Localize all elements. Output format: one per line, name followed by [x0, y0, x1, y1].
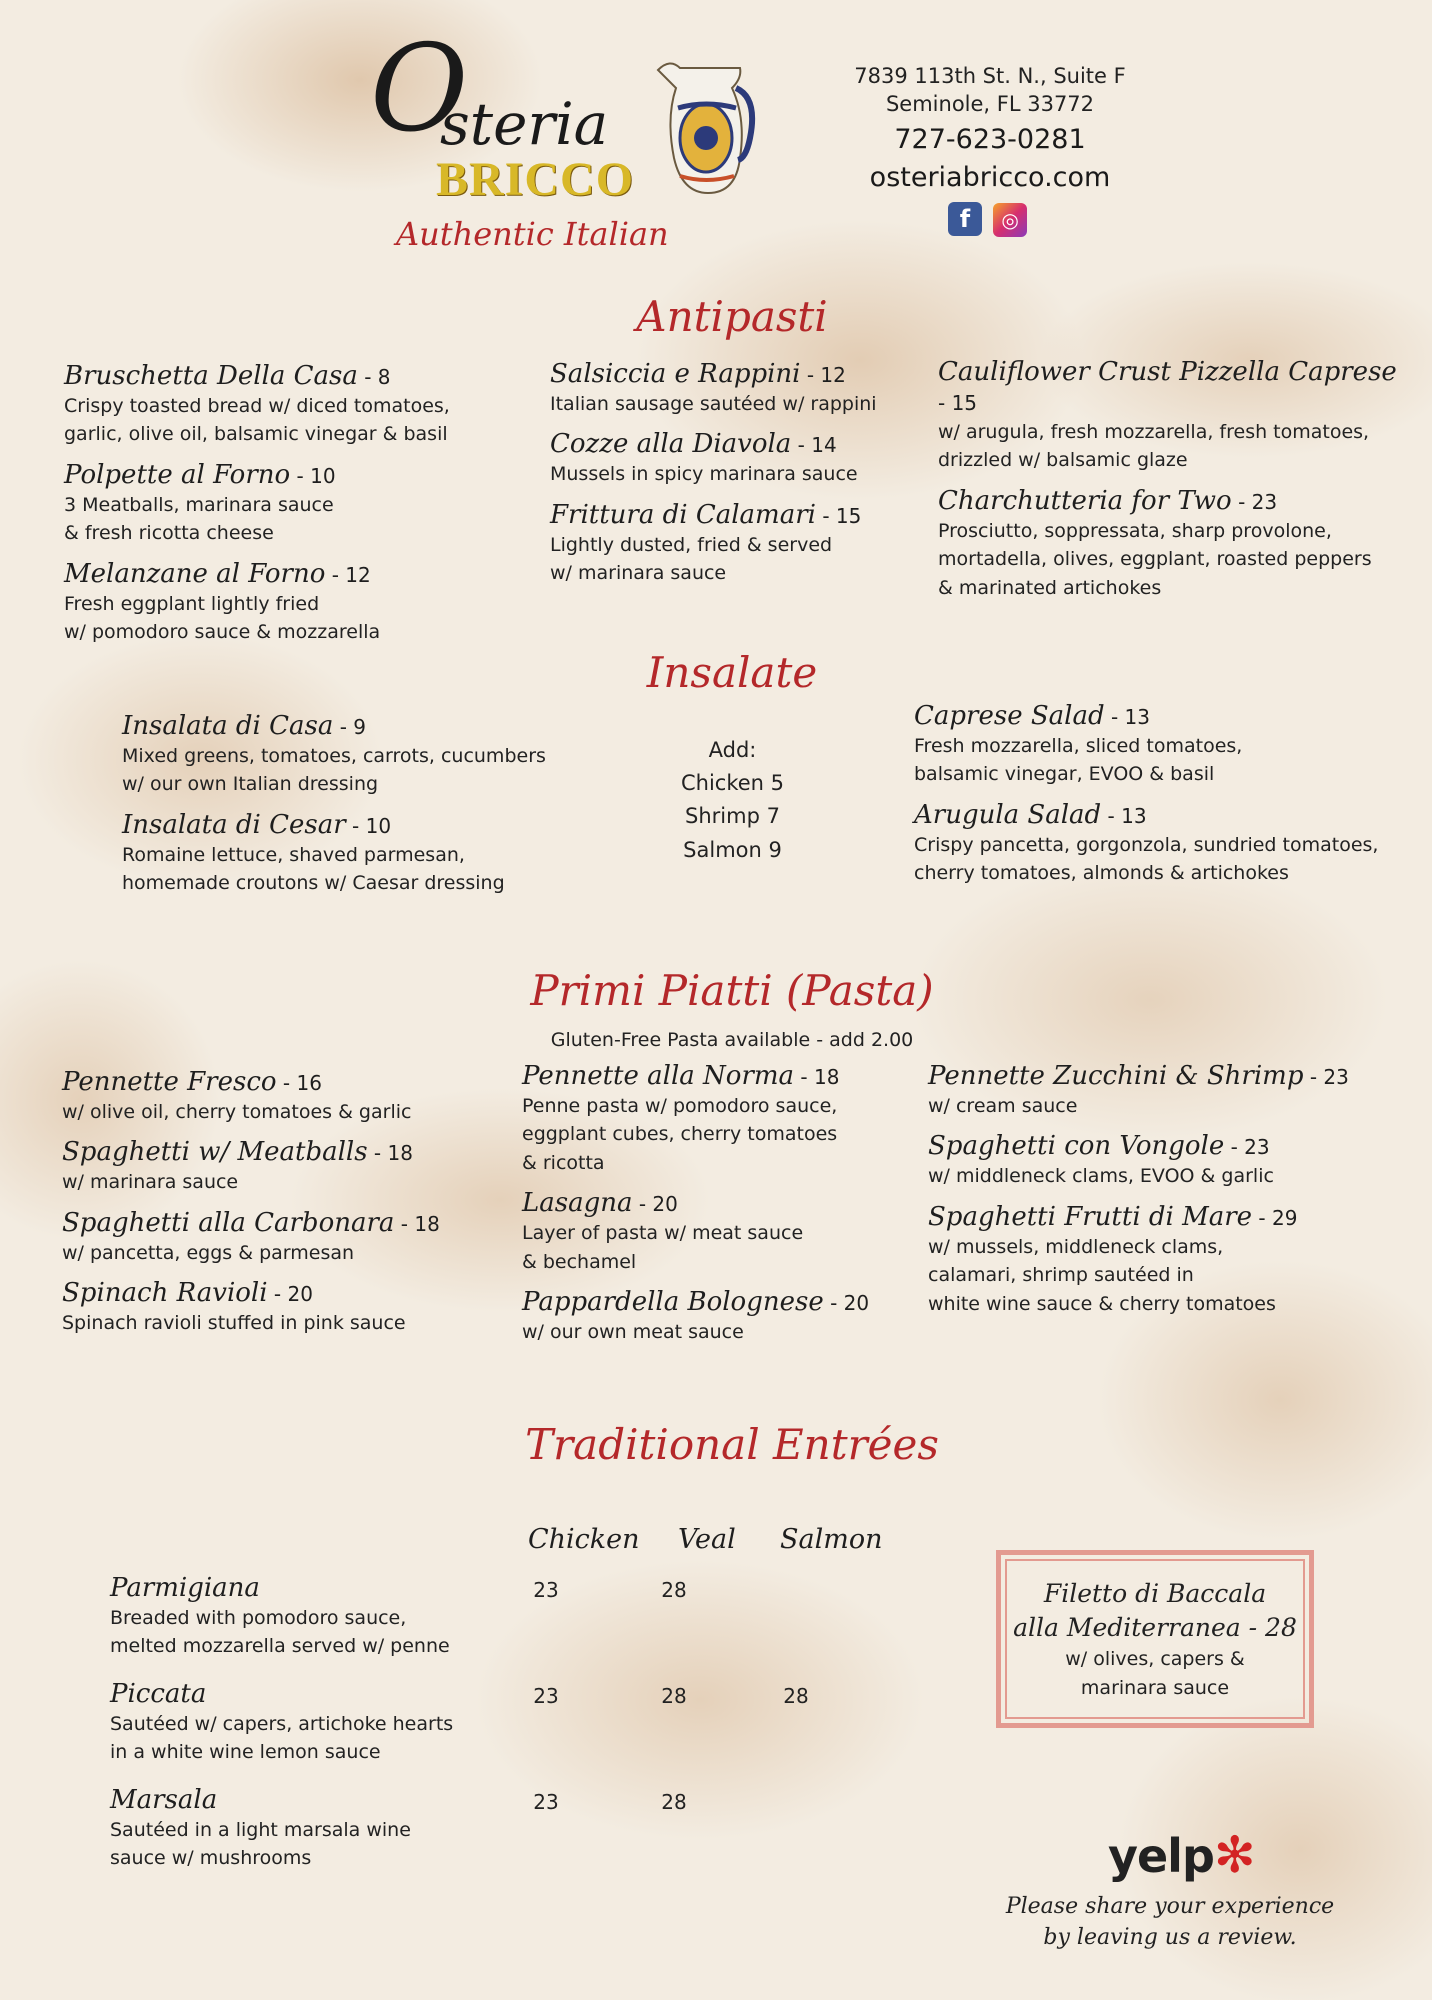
website-link[interactable]: osteriabricco.com [869, 162, 1111, 193]
menu-item-desc: w/ marinara sauce [550, 562, 727, 585]
entree-name: Parmigiana [110, 1573, 260, 1603]
yelp-burst-icon: ✻ [1213, 1826, 1256, 1884]
menu-item-title: Pennette Zucchini & Shrimp [928, 1061, 1304, 1091]
menu-item-name [64, 461, 504, 491]
menu-item-price: - 12 [325, 562, 371, 587]
menu-item [62, 1138, 502, 1196]
menu-item-price: - 18 [367, 1141, 413, 1166]
menu-item-name [550, 430, 910, 460]
menu-item [550, 430, 910, 488]
entree-desc: Sautéed w/ capers, artichoke hearts [110, 1712, 454, 1735]
header-salmon: Salmon [780, 1524, 883, 1555]
social-links [948, 202, 1068, 237]
menu-item-name [62, 1209, 502, 1239]
primi-col-3 [928, 1062, 1368, 1330]
menu-item-title: Bruschetta Della Casa [64, 361, 358, 391]
menu-item-name [550, 360, 910, 390]
menu-item-desc: Fresh eggplant lightly fried [64, 592, 320, 615]
menu-item [938, 358, 1408, 475]
menu-item-title: Arugula Salad [914, 799, 1102, 830]
menu-item-name [62, 1279, 502, 1309]
add-label: Add: [708, 738, 757, 762]
primi-col-2 [522, 1062, 922, 1359]
address-line1: 7839 113th St. N., Suite F [854, 64, 1126, 88]
menu-item-name [522, 1189, 922, 1219]
menu-item [122, 811, 562, 898]
menu-item [938, 487, 1408, 602]
special-name-line2: alla Mediterranea - 28 [1013, 1612, 1297, 1642]
menu-item-desc: balsamic vinegar, EVOO & basil [914, 763, 1215, 786]
menu-item-title: Spaghetti w/ Meatballs [62, 1137, 368, 1168]
insalate-title: Insalate [646, 648, 818, 697]
menu-item-price: - 9 [333, 715, 367, 739]
gluten-free-note: Gluten-Free Pasta available - add 2.00 [550, 1029, 914, 1051]
menu-item-title: Lasagna [522, 1188, 633, 1219]
menu-item-desc: w/ mussels, middleneck clams, [928, 1235, 1224, 1258]
entree-price: 28 [661, 1790, 687, 1814]
menu-item-title: Frittura di Calamari [550, 499, 816, 530]
menu-item-title: Cozze alla Diavola [550, 429, 792, 460]
menu-item-desc: Lightly dusted, fried & served [550, 533, 833, 556]
menu-item-desc: w/ pancetta, eggs & parmesan [62, 1241, 355, 1264]
antipasti-title: Antipasti [636, 292, 828, 341]
entree-desc: Sautéed in a light marsala wine [110, 1818, 411, 1841]
menu-item-title: Pappardella Bolognese [522, 1287, 824, 1318]
menu-item-title: Insalata di Cesar [122, 809, 346, 840]
menu-item-desc: Layer of pasta w/ meat sauce [522, 1222, 804, 1245]
menu-item-desc: w/ marinara sauce [62, 1171, 239, 1194]
menu-item-title: Melanzane al Forno [64, 558, 326, 589]
entree-price: 23 [533, 1684, 559, 1708]
entree-price: 23 [533, 1790, 559, 1814]
antipasti-col-2 [550, 360, 910, 600]
menu-item-title: Spaghetti con Vongole [928, 1131, 1225, 1162]
menu-item-price: - 12 [800, 363, 846, 387]
menu-item-desc: w/ middleneck clams, EVOO & garlic [928, 1165, 1274, 1188]
logo-bricco: BRICCO [436, 153, 635, 206]
menu-item-name [928, 1062, 1368, 1092]
menu-item-title: Salsiccia e Rappini [550, 359, 801, 389]
menu-item-title: Polpette al Forno [64, 459, 291, 490]
menu-item-desc: & marinated artichokes [938, 576, 1162, 599]
menu-item-desc: w/ arugula, fresh mozzarella, fresh tomatoes, [938, 420, 1370, 443]
primi-col-1 [62, 1068, 502, 1350]
menu-item-desc: mortadella, olives, eggplant, roasted peppers [938, 548, 1372, 571]
review-message [990, 1892, 1350, 1954]
menu-item-name [122, 811, 562, 841]
review-line2: by leaving us a review. [1043, 1924, 1297, 1950]
menu-item-title: Insalata di Casa [122, 711, 334, 741]
logo-osteria: steria [440, 90, 609, 158]
insalate-col-3 [914, 702, 1394, 900]
menu-item-title: Caprese Salad [914, 701, 1105, 731]
menu-item-title: Spinach Ravioli [62, 1278, 268, 1309]
menu-item [64, 560, 504, 647]
yelp-wordmark: yelp [1108, 1829, 1214, 1883]
menu-item [522, 1288, 922, 1346]
entree-name: Piccata [110, 1679, 207, 1709]
menu-item-desc: Spinach ravioli stuffed in pink sauce [62, 1312, 406, 1335]
entree-price: 23 [533, 1578, 559, 1602]
instagram-icon[interactable]: ◎ [993, 203, 1027, 237]
entree-price: 28 [661, 1684, 687, 1708]
entree-price: 28 [661, 1578, 687, 1602]
menu-item-desc: Prosciutto, soppressata, sharp provolone, [938, 519, 1332, 542]
menu-item-desc: & fresh ricotta cheese [64, 522, 274, 545]
menu-item-price: - 13 [1101, 803, 1147, 828]
entree-desc: in a white wine lemon sauce [110, 1741, 381, 1764]
menu-item [522, 1062, 922, 1177]
menu-item-desc: drizzled w/ balsamic glaze [938, 449, 1188, 472]
menu-item-price: - 10 [290, 463, 336, 488]
menu-item-price: - 23 [1224, 1135, 1270, 1160]
yelp-logo[interactable] [1108, 1826, 1268, 1886]
menu-item-price: - 10 [345, 813, 392, 838]
menu-item [914, 702, 1394, 789]
menu-item-price: - 23 [1231, 489, 1278, 514]
menu-item-name [62, 1138, 502, 1168]
entrees-title: Traditional Entrées [525, 1420, 939, 1469]
menu-item-desc: Mixed greens, tomatoes, carrots, cucumbers [122, 744, 546, 767]
menu-item-desc: Penne pasta w/ pomodoro sauce, [522, 1094, 838, 1117]
menu-item-title: Charchutteria for Two [938, 485, 1232, 516]
menu-item-desc: garlic, olive oil, balsamic vinegar & basil [64, 423, 448, 446]
menu-item [550, 360, 910, 418]
menu-item-desc: w/ our own meat sauce [522, 1321, 744, 1344]
menu-item-name [914, 702, 1394, 732]
add-on-item: Chicken 5 [680, 770, 785, 795]
menu-item [122, 712, 562, 799]
menu-item [64, 362, 504, 449]
menu-item-desc: calamari, shrimp sautéed in [928, 1264, 1194, 1287]
menu-item [550, 501, 910, 588]
menu-item-desc: & bechamel [522, 1250, 637, 1273]
header-veal: Veal [678, 1524, 736, 1555]
menu-item-price: - 20 [267, 1282, 313, 1307]
menu-item-name [62, 1068, 502, 1098]
antipasti-col-3 [938, 358, 1408, 614]
menu-item-name [550, 501, 910, 531]
menu-item-price: - 20 [632, 1192, 678, 1217]
menu-item-desc: w/ cream sauce [928, 1094, 1078, 1117]
menu-item-desc: Crispy pancetta, gorgonzola, sundried tomatoes, [914, 833, 1379, 856]
menu-item [914, 801, 1394, 888]
menu-item-name [522, 1288, 922, 1318]
entree-desc: sauce w/ mushrooms [110, 1847, 312, 1870]
primi-title: Primi Piatti (Pasta) [530, 966, 934, 1015]
special-desc-line2: marinara sauce [1080, 1676, 1230, 1699]
menu-item-price: - 18 [394, 1211, 440, 1236]
entree-name: Marsala [110, 1785, 218, 1815]
menu-item [62, 1068, 502, 1126]
facebook-icon[interactable]: f [948, 202, 982, 236]
menu-item-desc: Mussels in spicy marinara sauce [550, 463, 858, 486]
menu-item [928, 1203, 1368, 1318]
menu-item-desc: Italian sausage sautéed w/ rappini [550, 392, 877, 415]
entree-row [110, 1574, 910, 1661]
menu-item-price: - 20 [823, 1291, 870, 1316]
logo-tagline: Authentic Italian [396, 215, 669, 253]
menu-item-name [914, 801, 1394, 831]
menu-item-price: - 29 [1252, 1205, 1298, 1230]
menu-item-desc: & ricotta [522, 1151, 605, 1174]
baccala-special-box [996, 1550, 1314, 1728]
menu-item-desc: w/ pomodoro sauce & mozzarella [64, 621, 381, 644]
special-name-line1: Filetto di Baccala [1043, 1579, 1267, 1608]
menu-item-name [938, 487, 1408, 517]
menu-item-price: - 8 [357, 365, 391, 389]
logo-initial: O [370, 20, 469, 159]
insalate-col-1 [122, 712, 562, 910]
menu-item-name [64, 560, 504, 590]
address-line2: Seminole, FL 33772 [885, 92, 1095, 117]
menu-item-price: - 15 [938, 390, 978, 415]
menu-item [62, 1279, 502, 1337]
menu-item-desc: homemade croutons w/ Caesar dressing [122, 872, 505, 895]
pitcher-icon [650, 48, 760, 198]
menu-item-desc: Romaine lettuce, shaved parmesan, [122, 843, 465, 866]
menu-item-desc: white wine sauce & cherry tomatoes [928, 1292, 1276, 1315]
review-line1: Please share your experience [1005, 1894, 1335, 1919]
menu-item-desc: 3 Meatballs, marinara sauce [64, 493, 334, 516]
menu-item-desc: Crispy toasted bread w/ diced tomatoes, [64, 394, 450, 417]
menu-item [522, 1189, 922, 1276]
menu-item-title: Pennette alla Norma [522, 1061, 795, 1091]
antipasti-col-1 [64, 362, 504, 659]
menu-item-desc: cherry tomatoes, almonds & artichokes [914, 862, 1289, 885]
insalate-add [650, 735, 815, 867]
logo [370, 20, 790, 260]
menu-item-name [122, 712, 562, 742]
menu-item-desc: w/ our own Italian dressing [122, 773, 379, 796]
menu-item-name [64, 362, 504, 392]
entree-row [110, 1786, 910, 1873]
menu-item [928, 1062, 1368, 1120]
menu-item-name [522, 1062, 922, 1092]
menu-item-price: - 16 [276, 1071, 322, 1095]
menu-item-desc: w/ olive oil, cherry tomatoes & garlic [62, 1100, 412, 1123]
entree-desc: Breaded with pomodoro sauce, [110, 1606, 407, 1629]
menu-item-title: Cauliflower Crust Pizzella Caprese [938, 357, 1397, 387]
menu-item-name [938, 358, 1408, 418]
menu-item-title: Spaghetti Frutti di Mare [928, 1201, 1253, 1232]
address [820, 62, 1160, 119]
menu-item [64, 461, 504, 548]
menu-item-price: - 14 [791, 433, 837, 458]
header-chicken: Chicken [528, 1524, 640, 1555]
menu-item-desc: eggplant cubes, cherry tomatoes [522, 1123, 838, 1146]
special-desc-line1: w/ olives, capers & [1065, 1647, 1245, 1670]
add-on-item: Shrimp 7 [685, 804, 780, 829]
menu-item-price: - 23 [1303, 1065, 1349, 1089]
menu-item-name [928, 1203, 1368, 1233]
menu-item-price: - 13 [1104, 705, 1151, 729]
menu-item-title: Pennette Fresco [62, 1067, 277, 1097]
menu-item-desc: Fresh mozzarella, sliced tomatoes, [914, 734, 1243, 757]
menu-item [62, 1209, 502, 1267]
entree-desc: melted mozzarella served w/ penne [110, 1635, 450, 1658]
menu-item [928, 1132, 1368, 1190]
menu-item-title: Spaghetti alla Carbonara [62, 1207, 395, 1238]
phone-number[interactable]: 727-623-0281 [894, 124, 1086, 155]
menu-item-name [928, 1132, 1368, 1162]
entree-price: 28 [783, 1684, 809, 1708]
add-on-item: Salmon 9 [683, 837, 782, 862]
menu-item-price: - 18 [794, 1065, 840, 1089]
menu-item-price: - 15 [815, 503, 862, 528]
